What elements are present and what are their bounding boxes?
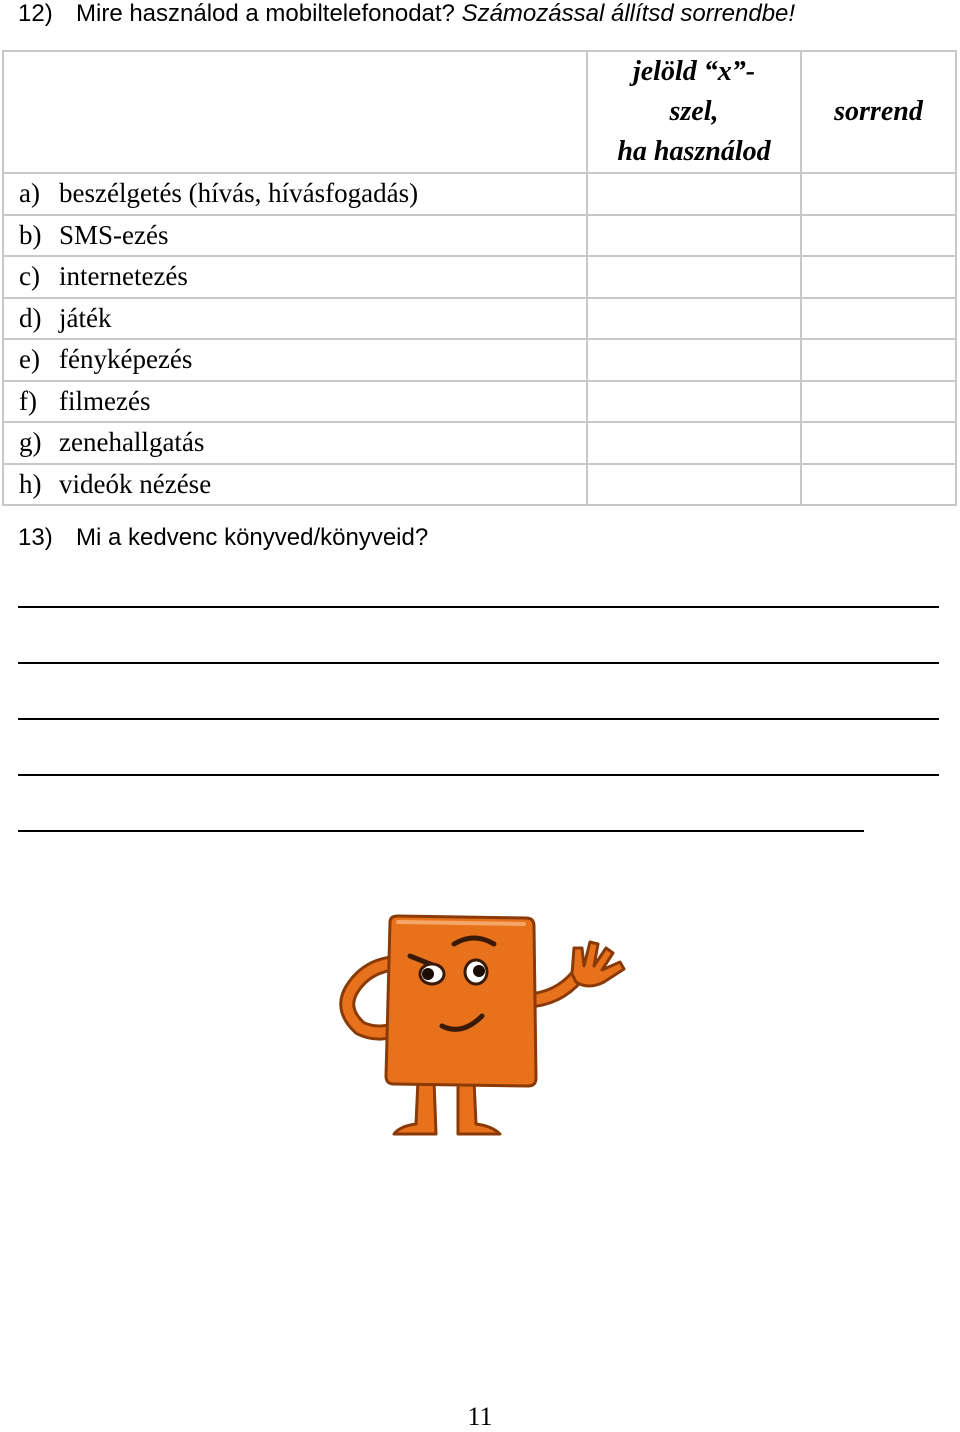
row-letter: d): [19, 302, 42, 333]
table-row: [3, 173, 956, 215]
order-cell[interactable]: [801, 339, 956, 381]
answer-line[interactable]: [18, 718, 939, 720]
table-row: [3, 256, 956, 298]
order-cell[interactable]: [801, 215, 956, 257]
order-cell[interactable]: [801, 381, 956, 423]
table-row: [3, 464, 956, 506]
row-letter: f): [19, 385, 37, 416]
table-header-row: [3, 51, 956, 173]
answer-line[interactable]: [18, 606, 939, 608]
table-row: [3, 422, 956, 464]
mark-cell[interactable]: [587, 173, 801, 215]
order-cell[interactable]: [801, 298, 956, 340]
question-13-number: 13): [18, 524, 53, 551]
mark-header-cell: [587, 51, 801, 173]
mark-cell[interactable]: [587, 464, 801, 506]
table-row: [3, 215, 956, 257]
row-label: zenehallgatás: [59, 427, 205, 458]
activity-cell: [3, 381, 587, 423]
order-cell[interactable]: [801, 256, 956, 298]
row-label: SMS-ezés: [59, 219, 169, 250]
row-letter: g): [19, 427, 42, 458]
row-label: fényképezés: [59, 344, 193, 375]
row-label: beszélgetés (hívás, hívásfogadás): [59, 178, 419, 209]
row-label: játék: [59, 302, 112, 333]
row-label: filmezés: [59, 385, 151, 416]
table-row: [3, 381, 956, 423]
row-letter: h): [19, 468, 42, 499]
mark-header-line: szel,: [669, 96, 719, 127]
question-12: [18, 0, 795, 28]
mark-cell[interactable]: [587, 256, 801, 298]
activity-header-cell: [3, 51, 587, 173]
row-letter: b): [19, 219, 42, 250]
mark-cell[interactable]: [587, 215, 801, 257]
mark-header-line: jelöld “x”-: [632, 56, 756, 87]
mark-header-line: ha használod: [617, 136, 771, 167]
order-cell[interactable]: [801, 422, 956, 464]
activity-cell: [3, 173, 587, 215]
activity-cell: [3, 298, 587, 340]
answer-line[interactable]: [18, 774, 939, 776]
order-header-cell: sorrend: [801, 51, 956, 173]
answer-line[interactable]: [18, 662, 939, 664]
activity-cell: [3, 422, 587, 464]
row-label: internetezés: [59, 261, 188, 292]
activity-cell: [3, 215, 587, 257]
table-row: [3, 298, 956, 340]
activity-cell: [3, 256, 587, 298]
activity-cell: [3, 464, 587, 506]
mark-cell[interactable]: [587, 339, 801, 381]
page-number: 11: [467, 1402, 493, 1431]
orange-cube-character-icon: [324, 908, 636, 1140]
order-cell[interactable]: [801, 173, 956, 215]
row-letter: c): [19, 261, 40, 292]
question-12-text: Mire használod a mobiltelefonodat?: [76, 0, 455, 27]
mark-cell[interactable]: [587, 381, 801, 423]
table-row: [3, 339, 956, 381]
question-12-instruction: Számozással állítsd sorrendbe!: [461, 0, 796, 27]
answer-line[interactable]: [18, 830, 864, 832]
question-13: [18, 524, 428, 552]
row-letter: e): [19, 344, 40, 375]
row-letter: a): [19, 178, 40, 209]
mark-cell[interactable]: [587, 298, 801, 340]
mark-cell[interactable]: [587, 422, 801, 464]
question-13-text: Mi a kedvenc könyved/könyveid?: [76, 524, 429, 551]
order-cell[interactable]: [801, 464, 956, 506]
activity-cell: [3, 339, 587, 381]
row-label: videók nézése: [59, 468, 212, 499]
phone-usage-table: [2, 50, 957, 506]
question-12-number: 12): [18, 0, 53, 27]
